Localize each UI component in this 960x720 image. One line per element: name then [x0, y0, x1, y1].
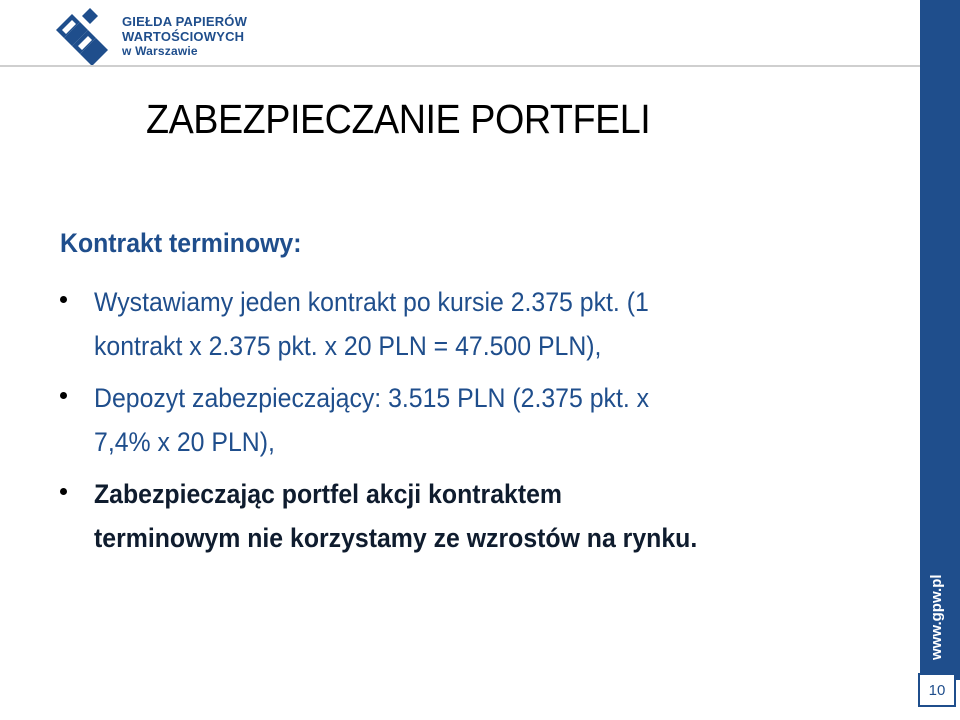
list-item — [56, 280, 856, 368]
list-item — [56, 376, 856, 464]
bullet-icon — [60, 392, 67, 399]
bullet-line: 7,4% x 20 PLN), — [94, 427, 275, 457]
brand-line-3: w Warszawie — [122, 44, 198, 58]
gpw-logo-icon — [52, 8, 114, 66]
list-item — [56, 472, 856, 560]
brand-line-1: GIEŁDA PAPIERÓW — [122, 14, 248, 29]
bullet-text — [94, 376, 885, 464]
bullet-line: Zabezpieczając portfel akcji kontraktem — [94, 479, 563, 509]
bullet-icon — [60, 296, 67, 303]
brand-line-2: WARTOŚCIOWYCH — [122, 29, 245, 44]
bullet-text — [94, 280, 885, 368]
bullet-line: Wystawiamy jeden kontrakt po kursie 2.375 pkt. (1 — [94, 287, 649, 317]
brand-name — [122, 14, 247, 59]
website-url: www.gpw.pl — [928, 574, 945, 660]
bullet-list — [56, 280, 856, 568]
slide-subtitle: Kontrakt terminowy: — [60, 228, 302, 258]
bullet-line: terminowym nie korzystamy ze wzrostów na rynku. — [94, 523, 698, 553]
bullet-text — [94, 472, 885, 560]
page-number: 10 — [918, 673, 956, 707]
header-divider — [0, 65, 922, 67]
slide-title: ZABEZPIECZANIE PORTFELI — [146, 96, 651, 142]
bullet-line: Depozyt zabezpieczający: 3.515 PLN (2.375 pkt. x — [94, 383, 650, 413]
bullet-icon — [60, 488, 67, 495]
bullet-line: kontrakt x 2.375 pkt. x 20 PLN = 47.500 PLN), — [94, 331, 602, 361]
